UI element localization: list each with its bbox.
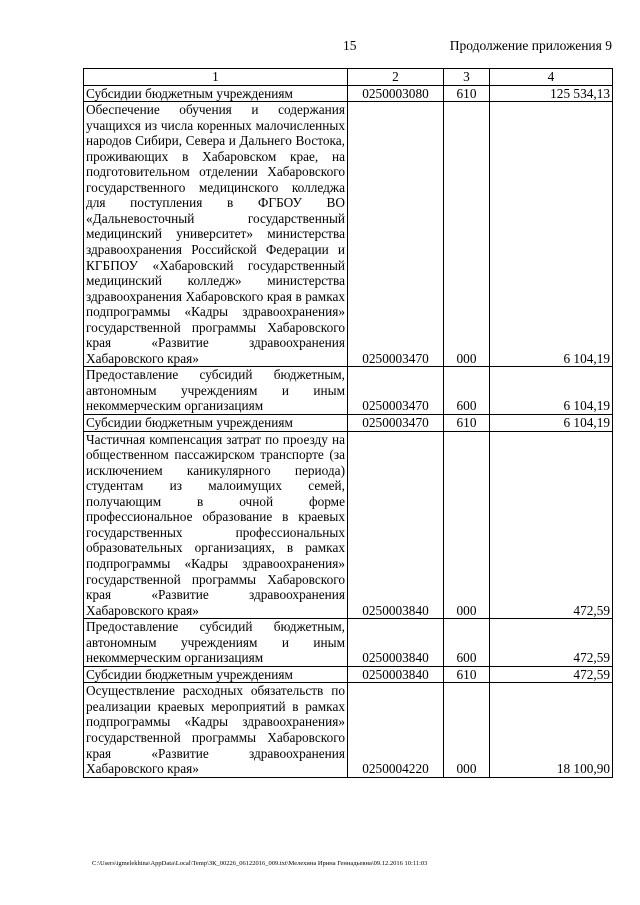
row-name: Субсидии бюджетным учреждениям [84, 415, 348, 432]
row-name: Субсидии бюджетным учреждениям [84, 85, 348, 102]
row-type: 600 [444, 619, 490, 667]
row-amount: 472,59 [490, 431, 613, 619]
file-path-footer: C:\Users\igmelekhina\AppData\Local\Temp\ЗК_00226_06122016_009.txt\Мелехина Ирина Геннадьевна\09.12.2016 10:11:03 [92, 860, 428, 867]
table-row [84, 431, 613, 619]
row-name: Обеспечение обучения и содержания учащихся из числа коренных малочисленных народов Сибири, Севера и Дальнего Востока, проживающих в Хабаровском крае, на подготовительном отделении Хабаровского государственного медицинского колледжа для поступления в ФГБОУ ВО «Дальневосточный государственный медицинский университет» министерства здравоохранения Российской Федерации и КГБПОУ «Хабаровский государственный медицинский колледж» министерства здравоохранения Хабаровского края в рамках подпрограммы «Кадры здравоохранения» государственной программы Хабаровского края «Развитие здравоохранения Хабаровского края» [84, 102, 348, 367]
row-code: 0250003470 [348, 367, 444, 415]
row-code: 0250003840 [348, 666, 444, 683]
row-amount: 18 100,90 [490, 683, 613, 777]
row-type: 000 [444, 683, 490, 777]
row-code: 0250003080 [348, 85, 444, 102]
column-header: 2 [348, 69, 444, 86]
table-row [84, 415, 613, 432]
row-code: 0250004220 [348, 683, 444, 777]
row-type: 000 [444, 102, 490, 367]
budget-table [83, 68, 613, 778]
row-type: 610 [444, 415, 490, 432]
column-header: 3 [444, 69, 490, 86]
row-code: 0250003840 [348, 431, 444, 619]
row-code: 0250003470 [348, 102, 444, 367]
row-amount: 472,59 [490, 619, 613, 667]
row-amount: 6 104,19 [490, 367, 613, 415]
column-header: 4 [490, 69, 613, 86]
row-type: 610 [444, 666, 490, 683]
row-code: 0250003470 [348, 415, 444, 432]
table-row [84, 85, 613, 102]
row-type: 610 [444, 85, 490, 102]
row-amount: 6 104,19 [490, 102, 613, 367]
table-header-row [84, 69, 613, 86]
row-name: Частичная компенсация затрат по проезду на общественном пассажирском транспорте (за исключением каникулярного периода) студентам из малоимущих семей, получающим в очной форме профессиональное образование в краевых государственных профессиональных образовательных организациях, в рамках подпрограммы «Кадры здравоохранения» государственной программы Хабаровского края «Развитие здравоохранения Хабаровского края» [84, 431, 348, 619]
page-header [0, 38, 640, 58]
row-amount: 6 104,19 [490, 415, 613, 432]
row-name: Предоставление субсидий бюджетным, автономным учреждениям и иным некоммерческим организациям [84, 367, 348, 415]
table-row [84, 619, 613, 667]
row-name: Осуществление расходных обязательств по реализации краевых мероприятий в рамках подпрограммы «Кадры здравоохранения» государственной программы Хабаровского края «Развитие здравоохранения Хабаровского края» [84, 683, 348, 777]
budget-table-body [84, 69, 613, 778]
appendix-continuation-label: Продолжение приложения 9 [449, 38, 612, 53]
table-row [84, 683, 613, 777]
row-amount: 125 534,13 [490, 85, 613, 102]
row-type: 000 [444, 431, 490, 619]
table-row [84, 666, 613, 683]
page-number: 15 [343, 38, 357, 53]
row-type: 600 [444, 367, 490, 415]
table-row [84, 102, 613, 367]
column-header: 1 [84, 69, 348, 86]
row-amount: 472,59 [490, 666, 613, 683]
row-name: Предоставление субсидий бюджетным, автономным учреждениям и иным некоммерческим организациям [84, 619, 348, 667]
table-row [84, 367, 613, 415]
row-code: 0250003840 [348, 619, 444, 667]
row-name: Субсидии бюджетным учреждениям [84, 666, 348, 683]
